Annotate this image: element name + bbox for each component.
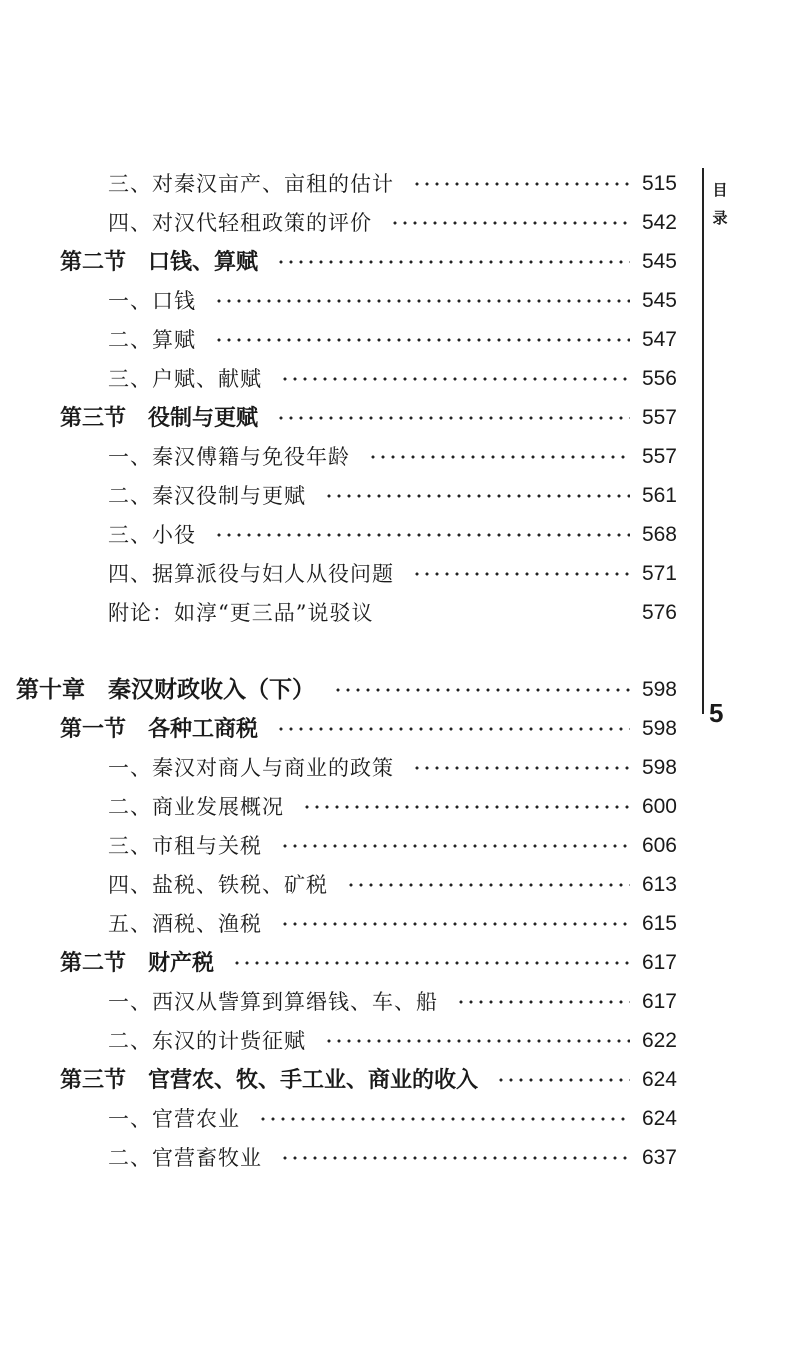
dot-leader <box>276 260 630 264</box>
toc-entry-item[interactable] <box>108 984 677 1020</box>
toc-entry-chapter[interactable] <box>16 672 677 708</box>
dot-leader <box>276 416 630 420</box>
dot-leader <box>280 1156 630 1160</box>
toc-entry-item[interactable] <box>108 750 677 786</box>
dot-leader <box>391 611 629 615</box>
dot-leader <box>280 922 630 926</box>
dot-leader <box>276 727 630 731</box>
toc-entry-item[interactable] <box>108 283 677 319</box>
dot-leader <box>302 805 630 809</box>
toc-entry-title: 五、酒税、渔税 <box>108 912 262 936</box>
toc-entry-section[interactable] <box>60 400 677 436</box>
toc-entry-title: 四、据算派役与妇人从役问题 <box>108 562 394 586</box>
toc-entry-page: 568 <box>641 523 677 546</box>
toc-entry-page: 637 <box>641 1146 677 1169</box>
toc-entry-item[interactable] <box>108 166 677 202</box>
dot-leader <box>324 1039 630 1043</box>
toc-entry-page: 571 <box>641 562 677 585</box>
dot-leader <box>232 961 630 965</box>
toc-entry-title: 一、秦汉傅籍与免役年龄 <box>108 445 350 469</box>
dot-leader <box>214 533 630 537</box>
toc-entry-page: 606 <box>641 834 677 857</box>
dot-leader <box>496 1078 630 1082</box>
dot-leader <box>412 572 630 576</box>
dot-leader <box>412 182 630 186</box>
dot-leader <box>456 1000 630 1004</box>
dot-leader <box>258 1117 630 1121</box>
toc-entry-page: 615 <box>641 912 677 935</box>
toc-entry-title: 三、市租与关税 <box>108 834 262 858</box>
side-label-char: 目 <box>712 181 728 199</box>
toc-entry-title: 三、对秦汉亩产、亩租的估计 <box>108 172 394 196</box>
toc-entry-title: 第三节 役制与更赋 <box>60 405 259 431</box>
toc-entry-section[interactable] <box>60 711 677 747</box>
side-label <box>711 176 729 232</box>
toc-entry-item[interactable] <box>108 867 677 903</box>
toc-entry-item[interactable] <box>108 789 677 825</box>
dot-leader <box>390 221 630 225</box>
toc-entry-page: 622 <box>641 1029 677 1052</box>
dot-leader <box>280 844 630 848</box>
toc-entry-title: 三、户赋、献赋 <box>108 367 262 391</box>
toc-entry-title: 第十章 秦汉财政收入（下） <box>16 677 315 703</box>
toc-entry-title: 二、东汉的计赀征赋 <box>108 1029 306 1053</box>
toc-entry-title: 二、商业发展概况 <box>108 795 284 819</box>
toc-entry-title: 附论：如淳“更三品”说驳议 <box>108 601 374 625</box>
toc-entry-page: 557 <box>641 445 677 468</box>
toc-entry-page: 545 <box>641 250 677 273</box>
dot-leader <box>333 688 630 692</box>
toc-entry-item[interactable] <box>108 322 677 358</box>
toc-entry-title: 二、官营畜牧业 <box>108 1146 262 1170</box>
toc-entry-page: 542 <box>641 211 677 234</box>
toc-entry-item[interactable] <box>108 361 677 397</box>
toc-entry-item[interactable] <box>108 1140 677 1176</box>
toc-entry-title: 第二节 口钱、算赋 <box>60 249 259 275</box>
page-number: 5 <box>709 698 724 728</box>
toc-entry-item[interactable] <box>108 478 677 514</box>
toc-entry-page: 545 <box>641 289 677 312</box>
toc-entry-title: 一、秦汉对商人与商业的政策 <box>108 756 394 780</box>
toc-entry-title: 四、对汉代轻租政策的评价 <box>108 211 372 235</box>
toc-entry-page: 598 <box>641 678 677 701</box>
side-label-char: 录 <box>712 209 728 227</box>
toc-entry-item[interactable] <box>108 205 677 241</box>
toc-entry-section[interactable] <box>60 244 677 280</box>
toc-entry-item[interactable] <box>108 595 677 631</box>
toc-entry-item[interactable] <box>108 1101 677 1137</box>
toc-entry-item[interactable] <box>108 906 677 942</box>
toc-entry-title: 一、官营农业 <box>108 1107 240 1131</box>
dot-leader <box>280 377 630 381</box>
toc-entry-title: 一、西汉从訾算到算缗钱、车、船 <box>108 990 438 1014</box>
toc-entry-item[interactable] <box>108 439 677 475</box>
toc-entry-page: 598 <box>641 756 677 779</box>
toc-entry-title: 三、小役 <box>108 523 196 547</box>
toc-entry-page: 561 <box>641 484 677 507</box>
toc-entry-page: 617 <box>641 990 677 1013</box>
toc-entry-page: 600 <box>641 795 677 818</box>
toc-entry-title: 四、盐税、铁税、矿税 <box>108 873 328 897</box>
toc-entry-page: 515 <box>641 172 677 195</box>
toc-entry-title: 第二节 财产税 <box>60 950 215 976</box>
toc-entry-section[interactable] <box>60 945 677 981</box>
toc-entry-title: 一、口钱 <box>108 289 196 313</box>
toc-entry-page: 624 <box>641 1068 677 1091</box>
toc-entry-item[interactable] <box>108 517 677 553</box>
dot-leader <box>214 299 630 303</box>
toc-entry-item[interactable] <box>108 828 677 864</box>
dot-leader <box>324 494 630 498</box>
toc-entry-title: 二、算赋 <box>108 328 196 352</box>
dot-leader <box>412 766 630 770</box>
toc-entry-page: 598 <box>641 717 677 740</box>
dot-leader <box>346 883 630 887</box>
toc-entry-item[interactable] <box>108 556 677 592</box>
toc-entry-page: 556 <box>641 367 677 390</box>
toc-entry-title: 第一节 各种工商税 <box>60 716 259 742</box>
toc-entry-title: 第三节 官营农、牧、手工业、商业的收入 <box>60 1067 479 1093</box>
toc-entry-page: 547 <box>641 328 677 351</box>
dot-leader <box>214 338 630 342</box>
toc-entry-page: 557 <box>641 406 677 429</box>
toc-entry-section[interactable] <box>60 1062 677 1098</box>
toc-entry-item[interactable] <box>108 1023 677 1059</box>
dot-leader <box>368 455 630 459</box>
toc-entry-page: 613 <box>641 873 677 896</box>
side-rule <box>702 168 704 714</box>
toc-entry-page: 624 <box>641 1107 677 1130</box>
toc-entry-page: 617 <box>641 951 677 974</box>
toc-entry-title: 二、秦汉役制与更赋 <box>108 484 306 508</box>
toc-entry-page: 576 <box>641 601 677 624</box>
